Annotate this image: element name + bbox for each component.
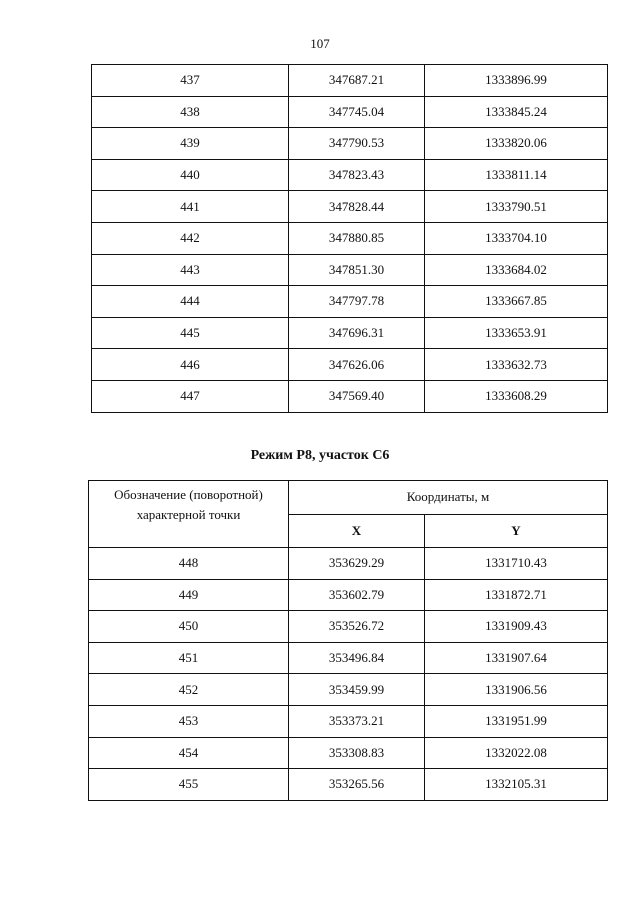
cell-y: 1333632.73 — [425, 349, 608, 381]
cell-point: 446 — [92, 349, 289, 381]
cell-x: 347696.31 — [289, 317, 425, 349]
cell-point: 440 — [92, 159, 289, 191]
cell-x: 353629.29 — [289, 548, 425, 580]
table-row — [92, 65, 608, 97]
cell-y: 1331907.64 — [425, 642, 608, 674]
cell-y: 1332022.08 — [425, 737, 608, 769]
cell-y: 1331951.99 — [425, 705, 608, 737]
cell-x: 347823.43 — [289, 159, 425, 191]
cell-point: 447 — [92, 380, 289, 412]
cell-x: 347745.04 — [289, 96, 425, 128]
cell-point: 438 — [92, 96, 289, 128]
cell-x: 347569.40 — [289, 380, 425, 412]
cell-y: 1333820.06 — [425, 128, 608, 160]
cell-y: 1333811.14 — [425, 159, 608, 191]
cell-x: 353459.99 — [289, 674, 425, 706]
cell-point: 449 — [89, 579, 289, 611]
header-x: X — [289, 514, 425, 548]
cell-y: 1333790.51 — [425, 191, 608, 223]
table-row — [92, 222, 608, 254]
cell-y: 1331906.56 — [425, 674, 608, 706]
table-row — [89, 737, 608, 769]
cell-x: 347626.06 — [289, 349, 425, 381]
cell-point: 444 — [92, 286, 289, 318]
cell-point: 451 — [89, 642, 289, 674]
cell-x: 347797.78 — [289, 286, 425, 318]
cell-x: 353496.84 — [289, 642, 425, 674]
header-point-designation: Обозначение (поворотной) характерной точки — [89, 481, 289, 548]
coordinates-table-continued — [91, 64, 608, 413]
cell-point: 439 — [92, 128, 289, 160]
cell-point: 442 — [92, 222, 289, 254]
cell-y: 1333896.99 — [425, 65, 608, 97]
table-row — [92, 286, 608, 318]
cell-x: 353373.21 — [289, 705, 425, 737]
cell-y: 1333608.29 — [425, 380, 608, 412]
table-row — [92, 380, 608, 412]
table-row — [89, 769, 608, 801]
cell-y: 1333684.02 — [425, 254, 608, 286]
cell-x: 347880.85 — [289, 222, 425, 254]
cell-point: 454 — [89, 737, 289, 769]
table-row — [92, 128, 608, 160]
cell-point: 437 — [92, 65, 289, 97]
table-row — [92, 349, 608, 381]
cell-x: 353265.56 — [289, 769, 425, 801]
cell-y: 1331872.71 — [425, 579, 608, 611]
cell-x: 347828.44 — [289, 191, 425, 223]
header-coordinates: Координаты, м — [289, 481, 608, 515]
cell-x: 353526.72 — [289, 611, 425, 643]
table-header-row — [89, 481, 608, 515]
table-row — [92, 159, 608, 191]
cell-point: 445 — [92, 317, 289, 349]
table-row — [92, 254, 608, 286]
header-y: Y — [425, 514, 608, 548]
cell-x: 347851.30 — [289, 254, 425, 286]
cell-x: 353602.79 — [289, 579, 425, 611]
cell-point: 453 — [89, 705, 289, 737]
cell-point: 441 — [92, 191, 289, 223]
section-title: Режим Р8, участок С6 — [250, 448, 390, 463]
table-row — [92, 191, 608, 223]
cell-y: 1332105.31 — [425, 769, 608, 801]
coordinates-table-c6 — [88, 480, 608, 801]
cell-x: 347687.21 — [289, 65, 425, 97]
cell-y: 1333704.10 — [425, 222, 608, 254]
table-row — [92, 96, 608, 128]
cell-y: 1333845.24 — [425, 96, 608, 128]
cell-x: 353308.83 — [289, 737, 425, 769]
cell-point: 450 — [89, 611, 289, 643]
cell-x: 347790.53 — [289, 128, 425, 160]
table-body — [89, 548, 608, 801]
table-row — [89, 611, 608, 643]
table-row — [89, 548, 608, 580]
cell-point: 455 — [89, 769, 289, 801]
table-row — [89, 674, 608, 706]
cell-y: 1333653.91 — [425, 317, 608, 349]
cell-point: 443 — [92, 254, 289, 286]
table-row — [92, 317, 608, 349]
page-number: 107 — [310, 36, 330, 51]
table-body — [92, 65, 608, 413]
cell-y: 1331710.43 — [425, 548, 608, 580]
cell-y: 1333667.85 — [425, 286, 608, 318]
cell-point: 448 — [89, 548, 289, 580]
cell-y: 1331909.43 — [425, 611, 608, 643]
table-row — [89, 579, 608, 611]
table-row — [89, 642, 608, 674]
table-row — [89, 705, 608, 737]
cell-point: 452 — [89, 674, 289, 706]
